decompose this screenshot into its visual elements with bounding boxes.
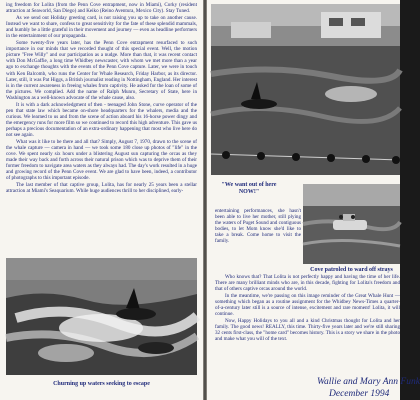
paragraph: Some twenty-five years later, has the Penn Cove entrapment resurfaced to such importance in our minds that we recorded thought of this special event. Well, the motion picture "Free Willy" and our participation as a nudge. More than that, it was recent contact with Don McGaffie, a long time Whidbey newscaster, with whom we met more than a year ago to exchange thoughts with the events of the Penn Cove capture. Later, we were in touch with Ken Balcomb, who runs the Center for Whale Research, Friday Harbor, as its director. Later, still, it was Pat Higgs, a British journalist reading in Nottingham, England. Her interest is in the current awareness in freeing whales from captivity. He asked for the loan of some of the pictures. We complied. Add the name of Ralph Munro, Secretary of State, here in Washington as a well-known advocate of the whale cause, also. xyxy=(6,40,197,101)
photo-cove-patrol xyxy=(303,184,400,264)
paragraph: entertaining performances, she hasn't been able to live her mother, still plying the waters of Puget Sound and contiguous bodies, to let Mom know she'd like to take a break. Come home to visit the family. xyxy=(215,208,301,245)
paragraph: What was it like to be there and all that? Simply, August 7, 1970, drawn to the scene of the whale capture — camera in hand — we took some 180 close up photos of "life" in the cove. We spent nearly six hours under a blistering August sun capturing the orcas as they made their way back and forth across their natural prison which was to deprive them of their former freedom to navigate area waters as they always had. The day's work resulted in a huge and growing record of the Penn Cove event. We are glad to have been, indeed, a contributor of photographs to this important episode. xyxy=(6,139,197,182)
paragraph: In the meantime, we're passing on this image reminder of the Great Whale Hunt — something which began as a routine assignment for the Whidbey News-Times a quarter-of-a-century later still is a source of intense, excitement and rare moment! Lolita, it will continue. xyxy=(215,293,400,318)
paragraph: Now, Happy Holidays to you all and a kind Christmas thought for Lolita and her family. The good news! REALLY, this time. Thirty-five years later and we're still sharing 32 cents first-class, the "home card" becomes history. This is a story we share in the photo and make what you will of the text. xyxy=(215,318,400,343)
paragraph: It is with a dark acknowledgment of then - teenaged John Stone, curve operator of the pen that state law which became on-shore headquarters for the whalers, media and the curious. We learned to us and from the scene of action aboard his 16-horse power dingy and the emergency runs for more film so we continued to record this high adventure. This gave us perhaps a precious documentation of an extra-ordinary happening that most who live here do not see again. xyxy=(6,101,197,138)
left-page xyxy=(0,0,203,400)
paragraph: ing freedom for Lolita (from the Penn Cove entrapment, now in Miami), Corky (resident attraction at Seaworld, San Diego) and Keiko (Reino Aventura, Mexico City). Stay Tuned. xyxy=(6,2,197,15)
left-page-text xyxy=(6,2,197,194)
paragraph: Who knows that? That Lolita is not perfectly happy and having the time of her life. There are many brilliant minds who are, in this decade, fighting for Lolita's freedom and that of others captive orcas around the world. xyxy=(215,274,400,293)
right-column-text xyxy=(215,208,301,245)
photo-churning-waters xyxy=(6,258,197,375)
photo-caption-mid: "We want out of here NOW!" xyxy=(221,182,277,195)
paragraph: The last member of that captive group, Lolita, has for nearly 25 years been a stellar attraction at Miami's Seaquarium. While huge audiences thrill to her disciplined, early- xyxy=(6,182,197,195)
photo-caption: Churning up waters seeking to escape xyxy=(53,381,150,387)
photo-whale-pens xyxy=(211,4,400,175)
right-page-text xyxy=(215,274,400,344)
right-page xyxy=(207,0,420,400)
signature-names: Wallie and Mary Ann Funk xyxy=(317,377,420,387)
photo-caption-small: Cove patroled to ward off strays xyxy=(310,267,393,273)
signature-date: December 1994 xyxy=(329,389,390,399)
paragraph: As we send out Holiday greeting card, is not raising you up to take on another cause. Instead we want to share, confess to great sensitivity for the fate of these splendid mammals, and humbly be a little grateful in their movement and journey — even as headline performers in the entertainment of our propaganda. xyxy=(6,15,197,40)
